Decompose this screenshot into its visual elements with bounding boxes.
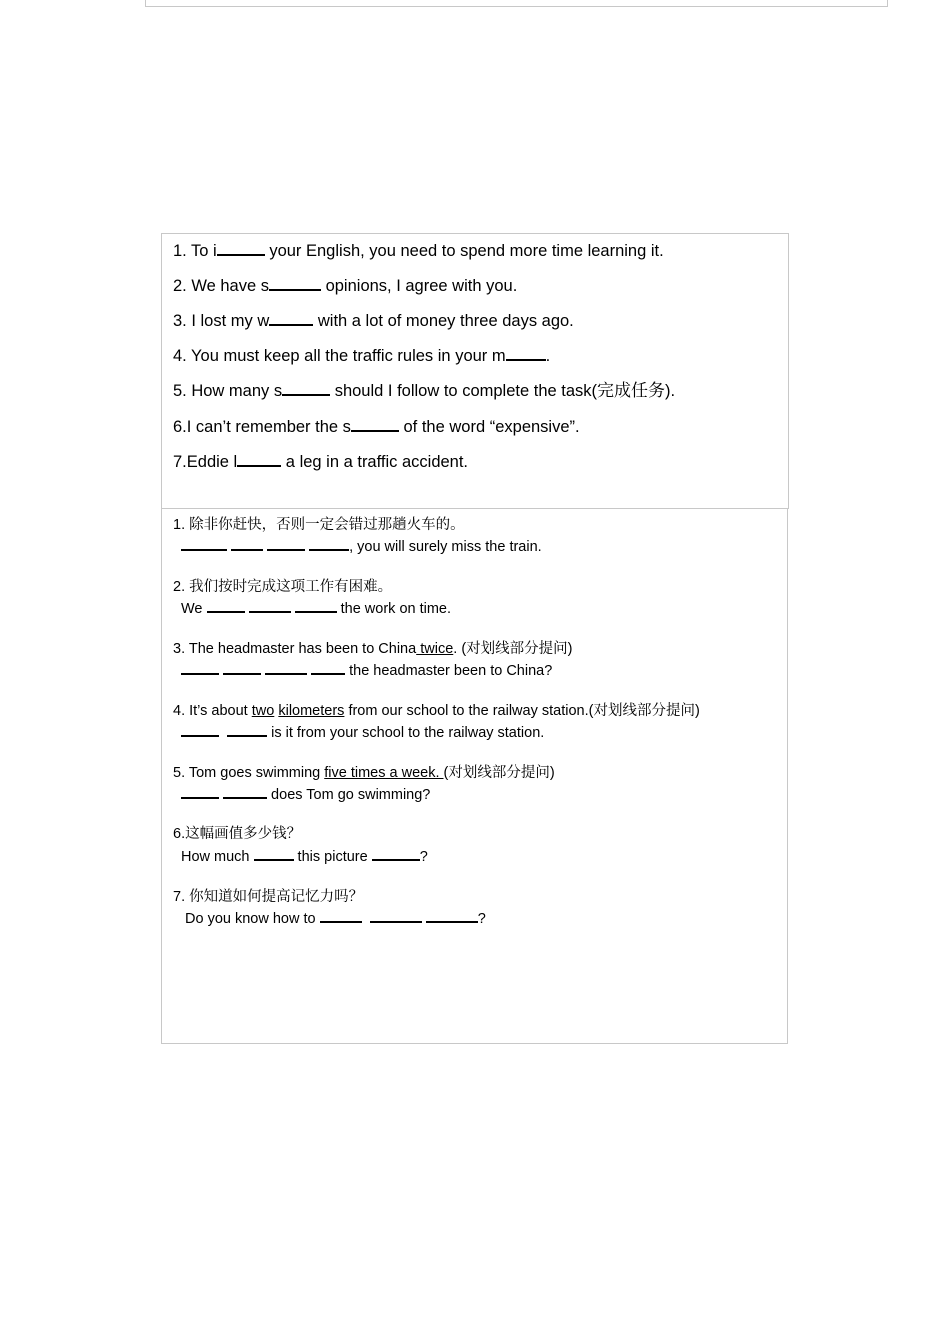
s2-q3-answer: the headmaster been to China? <box>181 660 552 681</box>
s2-q2-prompt: 2. 我们按时完成这项工作有困难。 <box>173 579 393 595</box>
s2-q7-prompt: 7. 你知道如何提高记忆力吗？ <box>173 889 364 905</box>
s2-q2-answer: We the work on time. <box>181 598 451 619</box>
answer-blank[interactable] <box>320 908 362 923</box>
s1-item-4: 4. You must keep all the traffic rules in your m . <box>173 347 551 365</box>
answer-blank[interactable] <box>231 536 263 551</box>
s2-q5-prompt: 5. Tom goes swimming five times a week. (对划线部分提问) <box>173 765 555 781</box>
answer-blank[interactable] <box>426 908 478 923</box>
answer-blank[interactable] <box>506 346 546 361</box>
answer-blank[interactable] <box>269 276 321 291</box>
answer-blank[interactable] <box>265 660 307 675</box>
s1-item-7: 7.Eddie l a leg in a traffic accident. <box>173 453 469 471</box>
s2-q4-prompt: 4. It’s about two kilometers from our school to the railway station.(对划线部分提问) <box>173 703 700 719</box>
answer-blank[interactable] <box>227 722 267 737</box>
answer-blank[interactable] <box>223 660 261 675</box>
answer-blank[interactable] <box>181 536 227 551</box>
answer-blank[interactable] <box>237 452 281 467</box>
s2-q4-answer: is it from your school to the railway station. <box>181 722 544 743</box>
answer-blank[interactable] <box>217 241 265 256</box>
answer-blank[interactable] <box>254 846 294 861</box>
answer-blank[interactable] <box>249 598 291 613</box>
s2-q5-answer: does Tom go swimming? <box>181 784 430 805</box>
s1-item-2: 2. We have s opinions, I agree with you. <box>173 277 518 295</box>
answer-blank[interactable] <box>181 784 219 799</box>
answer-blank[interactable] <box>269 311 313 326</box>
answer-blank[interactable] <box>207 598 245 613</box>
answer-blank[interactable] <box>282 381 330 396</box>
page-top-border <box>145 0 888 7</box>
answer-blank[interactable] <box>372 846 420 861</box>
s2-q1-answer: , you will surely miss the train. <box>181 536 542 557</box>
answer-blank[interactable] <box>351 417 399 432</box>
s2-q1-prompt: 1. 除非你赶快，否则一定会错过那趟火车的。 <box>173 517 465 533</box>
answer-blank[interactable] <box>181 660 219 675</box>
answer-blank[interactable] <box>223 784 267 799</box>
answer-blank[interactable] <box>267 536 305 551</box>
s2-q6-answer: How much this picture ? <box>181 846 428 867</box>
s1-item-3: 3. I lost my w with a lot of money three days ago. <box>173 312 574 330</box>
answer-blank[interactable] <box>309 536 349 551</box>
s2-q6-prompt: 6.这幅画值多少钱？ <box>173 826 302 842</box>
answer-blank[interactable] <box>370 908 422 923</box>
s1-item-1: 1. To i your English, you need to spend more time learning it. <box>173 242 664 260</box>
answer-blank[interactable] <box>295 598 337 613</box>
s1-item-6: 6.I can’t remember the s of the word “expensive”. <box>173 418 580 436</box>
answer-blank[interactable] <box>181 722 219 737</box>
s1-item-5: 5. How many s should I follow to complete the task(完成任务). <box>173 381 676 401</box>
s2-q7-answer: Do you know how to ? <box>185 908 486 929</box>
s2-q3-prompt: 3. The headmaster has been to China twice. (对划线部分提问) <box>173 641 573 657</box>
answer-blank[interactable] <box>311 660 345 675</box>
